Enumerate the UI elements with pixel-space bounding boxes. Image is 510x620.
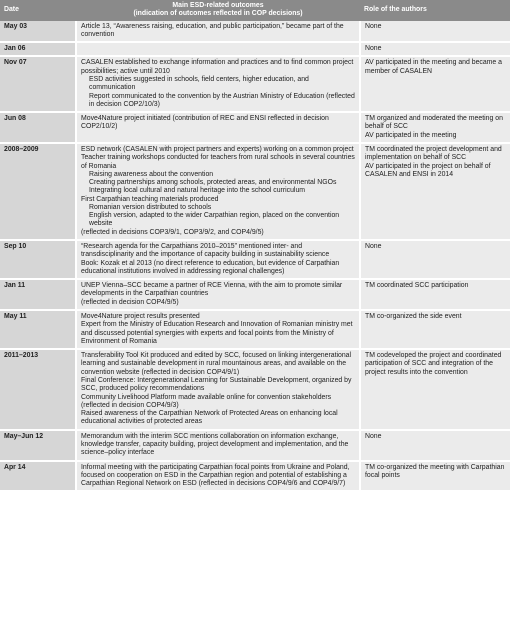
outcome-line: Community Livelihood Platform made available online for convention stakeholders (reflected in decision COP4/9/3) [81,393,332,409]
role-line: None [365,243,382,251]
table-row [0,461,510,492]
outcome-line: Raised awareness of the Carpathian Network of Protected Areas on enhancing local educational activities of protected areas [81,410,338,426]
row-outcomes [76,42,360,56]
outcome-line: Final Conference: Intergenerational Learning for Sustainable Development, organized by SCC, produced policy recommendations [81,376,352,393]
outcome-line: ESD activities suggested in schools, field centers, higher education, and communication [89,75,309,92]
row-role [360,430,510,461]
header-date: Date [0,0,76,21]
outcome-line: Book: Kozak et al 2013 (no direct reference to education, but evidence of Carpathian educational institutions involved in addressing regional challenges) [81,259,340,275]
table-row [0,310,510,349]
outcome-line: (reflected in decisions COP3/9/1, COP3/9/2, and COP4/9/5) [81,228,264,236]
row-date: 2011–2013 [0,349,76,430]
row-role [360,461,510,492]
role-line: AV participated in the meeting [365,131,457,139]
table-body [0,21,510,492]
outcome-line: UNEP Vienna–SCC became a partner of RCE Vienna, with the aim to promote similar developments in the Carpathian countries [81,282,343,298]
outcome-line: Transferability Tool Kit produced and edited by SCC, focused on linking intergenerational learning and sustainable development in rural mountainous areas, and available on the convention website (reflected in decision COP4/9/1) [81,352,352,376]
role-line: AV participated in the meeting and became a member of CASALEN [365,59,503,75]
row-role [360,112,510,143]
row-role [360,279,510,310]
role-line: None [365,432,382,440]
row-date: May 03 [0,21,76,43]
outcome-line: Move4Nature project initiated (contribution of REC and ENSI reflected in decision COP2/10/2) [81,115,329,131]
table-row [0,279,510,310]
outcome-line: Integrating local cultural and natural heritage into the school curriculum [89,187,306,195]
row-outcomes [76,21,360,43]
role-line: None [365,22,382,30]
row-role [360,143,510,240]
outcome-line: Creating partnerships among schools, protected areas, and environmental NGOs [89,179,337,187]
row-outcomes [76,240,360,279]
outcome-line: (reflected in decision COP4/9/5) [81,298,179,306]
row-outcomes [76,461,360,492]
row-outcomes [76,112,360,143]
header-outcomes-title: Main ESD-related outcomes [172,2,264,9]
role-line: AV participated in the project on behalf of CASALEN and ENSI in 2014 [365,162,491,178]
outcome-line: Teacher training workshops conducted for teachers from rural schools in several countries of Romania [81,154,355,170]
role-line: TM coordinated the project development and implementation on behalf of SCC [365,145,502,162]
row-outcomes [76,430,360,461]
row-date: Jan 11 [0,279,76,310]
table-row [0,21,510,43]
outcome-line: English version, adapted to the wider Carpathian region, placed on the convention website [89,212,340,228]
table-row [0,240,510,279]
outcome-line: Expert from the Ministry of Education Research and Innovation of Romanian ministry met and discussed potential synergies with experts and focal points from the Ministry of Environment of Romania [81,321,353,345]
row-date: 2008–2009 [0,143,76,240]
role-line: TM co-organized the side event [365,313,462,320]
row-outcomes [76,310,360,349]
role-line: TM coordinated SCC participation [365,282,469,290]
row-outcomes [76,349,360,430]
outcome-line: Raising awareness about the convention [89,170,214,178]
row-role [360,21,510,43]
row-date: Sep 10 [0,240,76,279]
table-header [0,0,510,21]
row-role [360,42,510,56]
row-outcomes [76,143,360,240]
role-line: TM co-organized the meeting with Carpathian focal points [365,463,505,479]
outcome-line: First Carpathian teaching materials produced [81,195,219,203]
outcome-line: ESD network (CASALEN with project partners and experts) working on a common project [81,145,354,153]
role-line: TM codeveloped the project and coordinated participation of SCC and integration of the project results into the convention [365,352,502,376]
header-outcomes-subtitle: (indication of outcomes reflected in COP decisions) [133,10,303,18]
row-date: Nov 07 [0,56,76,112]
role-line: TM organized and moderated the meeting on behalf of SCC [365,115,503,131]
header-role: Role of the authors [360,0,510,21]
row-role [360,310,510,349]
table-row [0,112,510,143]
outcome-line: Romanian version distributed to schools [89,203,212,211]
row-date: Jun 08 [0,112,76,143]
table-row [0,349,510,430]
row-date: May 11 [0,310,76,349]
header-outcomes [76,0,360,21]
table-row [0,430,510,461]
table-row [0,42,510,56]
outcome-line: CASALEN established to exchange information and practices and to find common project possibilities; active until 2010 [81,59,354,75]
row-outcomes [76,279,360,310]
outcome-line: Report communicated to the convention by the Austrian Ministry of Education (reflected in decision COP2/10/3) [89,92,355,108]
outcome-line: Memorandum with the interim SCC mentions collaboration on information exchange, knowledge transfer, capacity building, project development and implementation, and the science–policy interface [81,432,349,457]
row-role [360,56,510,112]
row-date: Jan 06 [0,42,76,56]
row-outcomes [76,56,360,112]
outcome-line: Informal meeting with the participating Carpathian focal points from Ukraine and Poland, focused on cooperation on ESD in the Carpathian region and potential of establishing a Carpathian Regional Network on ESD (reflected in decisions COP4/9/6 and COP4/9/7) [81,463,350,488]
row-role [360,240,510,279]
row-date: May–Jun 12 [0,430,76,461]
role-line: None [365,45,382,53]
outcome-line: Move4Nature project results presented [81,313,200,320]
table-row [0,143,510,240]
outcome-line: “Research agenda for the Carpathians 2010–2015” mentioned inter- and transdisciplinarity and the importance of capacity building in sustainability science [81,243,330,259]
outcome-line: Article 13, “Awareness raising, education, and public participation,” became part of the convention [81,22,344,38]
row-date: Apr 14 [0,461,76,492]
row-role [360,349,510,430]
table-row [0,56,510,112]
